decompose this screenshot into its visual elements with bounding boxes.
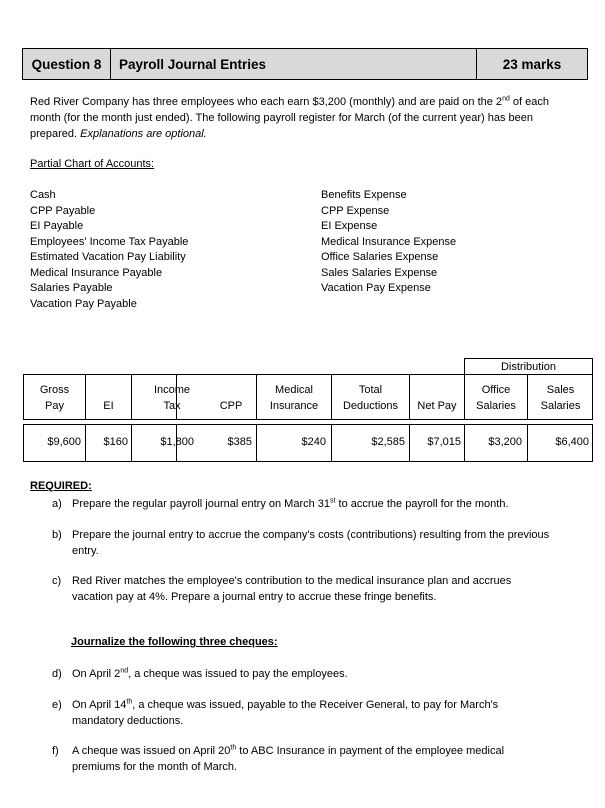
intro-paragraph: Red River Company has three employees who each earn $3,200 (monthly) and are paid on the 2nd of each month (for the month just ended). The following payroll register for March (of the current year) has been prepared. Explanations are optional. [30, 95, 549, 140]
value-cpp: $385 [227, 436, 252, 448]
accounts-list-left [30, 188, 188, 312]
requirement-e: e) On April 14th, a cheque was issued, payable to the Receiver General, to pay for March's mandatory deductions. [52, 698, 499, 727]
value-gross-pay: $9,600 [47, 436, 81, 448]
value-income-tax: $1,800 [160, 436, 194, 448]
value-sales-salaries: $6,400 [555, 436, 589, 448]
question-header [22, 48, 588, 80]
requirement-b: b) Prepare the journal entry to accrue the company's costs (contributions) resulting from the previous entry. [52, 529, 550, 557]
account-item: Vacation Pay Payable [30, 297, 137, 310]
account-item: EI Expense [321, 220, 378, 232]
header-total-deductions: Total Deductions [342, 384, 399, 412]
header-medical-insurance: Medical Insurance [269, 384, 319, 412]
cheques-heading: Journalize the following three cheques: [71, 636, 278, 648]
chart-of-accounts-heading: Partial Chart of Accounts: [30, 158, 155, 170]
account-item: Sales Salaries Expense [321, 266, 438, 279]
account-item: Salaries Payable [30, 282, 113, 294]
account-item: Vacation Pay Expense [321, 282, 431, 294]
account-item: Medical Insurance Payable [30, 266, 163, 279]
accounts-list-right [321, 188, 456, 297]
account-item: EI Payable [30, 220, 84, 232]
requirement-d: d) On April 2nd, a cheque was issued to pay the employees. [52, 667, 348, 680]
distribution-header: Distribution [464, 358, 593, 375]
header-sales-salaries: Sales Salaries [540, 384, 581, 412]
account-item: Benefits Expense [321, 189, 407, 201]
header-net-pay: Net Pay [417, 400, 457, 412]
header-ei: EI [103, 400, 114, 412]
header-income-tax: Income Tax [153, 384, 191, 412]
header-office-salaries: Office Salaries [476, 384, 516, 412]
account-item: Medical Insurance Expense [321, 235, 457, 248]
register-header-row [23, 374, 593, 420]
value-ei: $160 [103, 436, 128, 448]
required-heading: REQUIRED: [30, 480, 92, 492]
account-item: Cash [30, 189, 56, 201]
header-gross-pay: Gross Pay [39, 384, 70, 412]
register-values-row [23, 424, 593, 462]
value-medical-insurance: $240 [301, 436, 326, 448]
requirement-c: c) Red River matches the employee's contribution to the medical insurance plan and accrues vacation pay at 4%. Prepare a journal entry to accrue these fringe benefits. [52, 575, 512, 603]
account-item: CPP Expense [321, 204, 390, 217]
account-item: CPP Payable [30, 204, 96, 217]
requirement-a: a) Prepare the regular payroll journal entry on March 31st to accrue the payroll for the month. [52, 497, 509, 510]
requirement-f: f) A cheque was issued on April 20th to ABC Insurance in payment of the employee medical premiums for the month of March. [52, 744, 505, 773]
value-net-pay: $7,015 [427, 436, 461, 448]
account-item: Estimated Vacation Pay Liability [30, 251, 186, 263]
account-item: Employees' Income Tax Payable [30, 235, 189, 248]
header-cpp: CPP [219, 400, 243, 412]
question-marks: 23 marks [502, 56, 562, 72]
question-title: Payroll Journal Entries [111, 49, 477, 79]
question-number: Question 8 [23, 49, 111, 79]
value-total-deductions: $2,585 [371, 436, 405, 448]
account-item: Office Salaries Expense [321, 251, 439, 263]
value-office-salaries: $3,200 [488, 436, 522, 448]
